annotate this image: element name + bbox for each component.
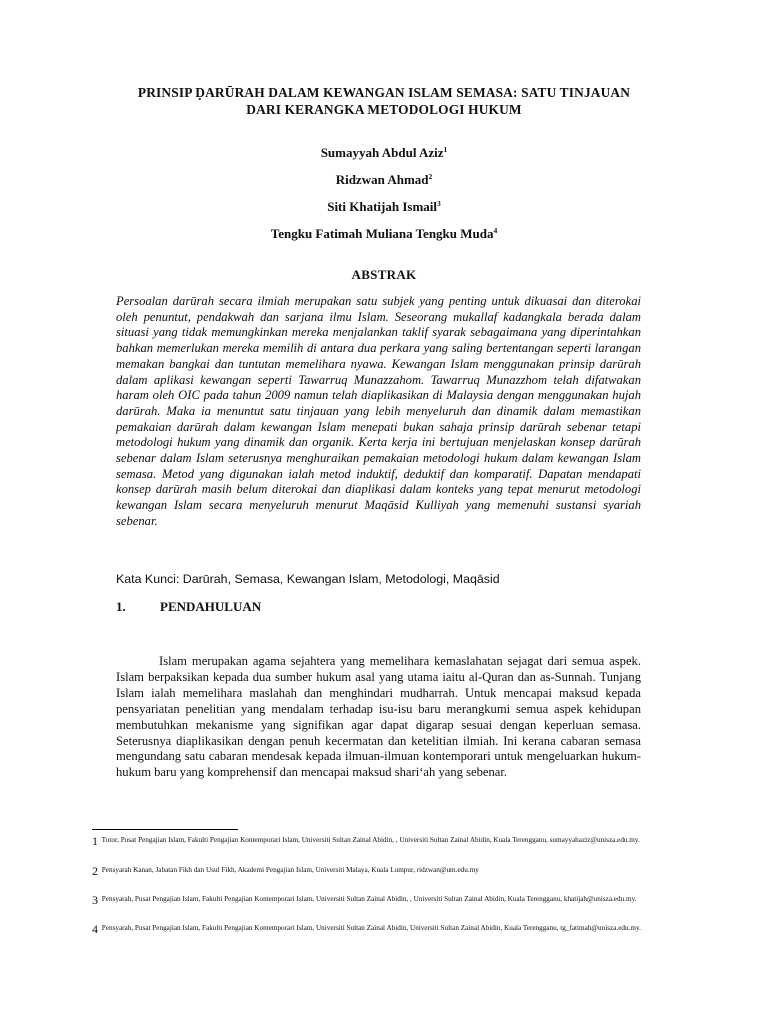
footnote-3	[92, 893, 692, 908]
footnote-text: Pensyarah, Pusat Pengajian Islam, Fakulti Pengajian Kontemporari Islam, Universiti Sultan Zainal Abidin, Universiti Sultan Zainal Abidin, Kuala Terengganu, tg_fatimah@unisza.edu.my.	[101, 924, 641, 932]
keywords: Kata Kunci: Darūrah, Semasa, Kewangan Islam, Metodologi, Maqāsid	[116, 572, 500, 586]
footnote-text: Pensyarah Kanan, Jabatan Fikh dan Usul Fikh, Akademi Pengajian Islam, Universiti Malaya, Kuala Lumpur, ridzwan@um.edu.my	[101, 866, 479, 874]
abstract-heading: ABSTRAK	[351, 267, 417, 282]
author-footnote-mark: 3	[437, 199, 441, 208]
abstract-text: Persoalan darūrah secara ilmiah merupakan satu subjek yang penting untuk dikuasai dan diterokai oleh penuntut, pendakwah dan sarjana ilmu Islam. Seseorang mukallaf kadangkala berada dalam situasi yang tidak memungkinkan mereka menjalankan taklif syarak sebagaimana yang diperintahkan bahkan memerlukan mereka memilih di antara dua perkara yang saling bertentangan seperti larangan memakan bangkai dan tuntutan memelihara nyawa. Kewangan Islam menggunakan prinsip darūrah dalam aplikasi kewangan seperti Tawarruq Munazzahom. Tawarruq Munazzhom telah difatwakan haram oleh OIC pada tahun 2009 namun telah diaplikasikan di Malaysia dengan menggunakan hujah darūrah. Maka ia menuntut satu tinjauan yang lebih menyeluruh dan dinamik dalam memastikan pemakaian darūrah dalam kewangan Islam menepati bukan sahaja prinsip darūrah sebenar tetapi metodologi hukum yang dinamik dan organik. Kerta kerja ini bertujuan menjelaskan konsep darūrah sebenar dalam Islam seterusnya menghuraikan pemakaian metodologi hukum dalam kewangan Islam semasa. Metod yang digunakan ialah metod induktif, deduktif dan komparatif. Dapatan mendapati konsep darūrah masih belum diterokai dan diaplikasi dalam konteks yang tepat menurut metodologi kewangan Islam secara menyeluruh menurut Maqāsid Kulliyah yang memenuhi sustansi syariah sebenar.	[116, 294, 641, 528]
title-line-1: PRINSIP ḌARŪRAH DALAM KEWANGAN ISLAM SEMASA: SATU TINJAUAN	[137, 85, 631, 100]
author-name: Siti Khatijah Ismail	[327, 199, 438, 214]
footnote-number: 1	[92, 834, 98, 848]
footnote-4	[92, 922, 692, 937]
author-footnote-mark: 1	[443, 145, 448, 154]
footnote-1	[92, 834, 692, 849]
footnote-number: 2	[92, 864, 98, 878]
section-number: 1.	[116, 599, 126, 614]
author-name: Sumayyah Abdul Aziz	[320, 145, 444, 160]
footnote-number: 3	[92, 893, 98, 907]
footnote-text: Pensyarah, Pusat Pengajian Islam, Fakulti Pengajian Kontemporari Islam, Universiti Sultan Zainal Abidin, , Universiti Sultan Zainal Abidin, Kuala Terengganu, khatijah@unisza.edu.my.	[101, 895, 637, 903]
title-line-2: DARI KERANGKA METODOLOGI HUKUM	[246, 102, 522, 117]
footnote-text: Tutor, Pusat Pengajian Islam, Fakulti Pengajian Kontemporari Islam, Universiti Sultan Zainal Abidin, , Universiti Sultan Zainal Abidin, Kuala Terengganu, sumayyahaziz@unisza.edu.my.	[101, 836, 640, 844]
paper-title	[100, 84, 668, 118]
author-4	[0, 226, 768, 242]
author-1	[0, 145, 768, 161]
author-footnote-mark: 2	[428, 172, 433, 181]
author-2	[0, 172, 768, 188]
introduction-paragraph: Islam merupakan agama sejahtera yang memelihara kemaslahatan sejagat dari semua aspek. Islam berpaksikan kepada dua sumber hukum asal yang utama iaitu al-Quran dan as-Sunnah. Tunjang Islam ialah memelihara maslahah dan menghindari mudharrah. Untuk mencapai maksud kepada pensyariatan penelitian yang mendalam terhadap isu-isu baru merangkumi semua aspek kehidupan membutuhkan mekanisme yang signifikan agar dapat digarap sesuai dengan keperluan semasa. Seterusnya diaplikasikan dengan penuh kecermatan dan ketelitian ilmiah. Ini kerana cabaran semasa mengundang satu cabaran mendesak kepada ilmuan-ilmuan kontemporari untuk mengeluarkan hukum-hukum baru yang komprehensif dan mencapai maksud shari‘ah yang sebenar.	[116, 654, 641, 780]
author-3	[0, 199, 768, 215]
author-footnote-mark: 4	[493, 226, 498, 235]
footnote-divider	[92, 829, 238, 830]
footnote-number: 4	[92, 922, 98, 936]
author-name: Tengku Fatimah Muliana Tengku Muda	[270, 226, 494, 241]
section-title: PENDAHULUAN	[160, 599, 262, 614]
author-name: Ridzwan Ahmad	[335, 172, 429, 187]
footnote-2	[92, 864, 692, 879]
